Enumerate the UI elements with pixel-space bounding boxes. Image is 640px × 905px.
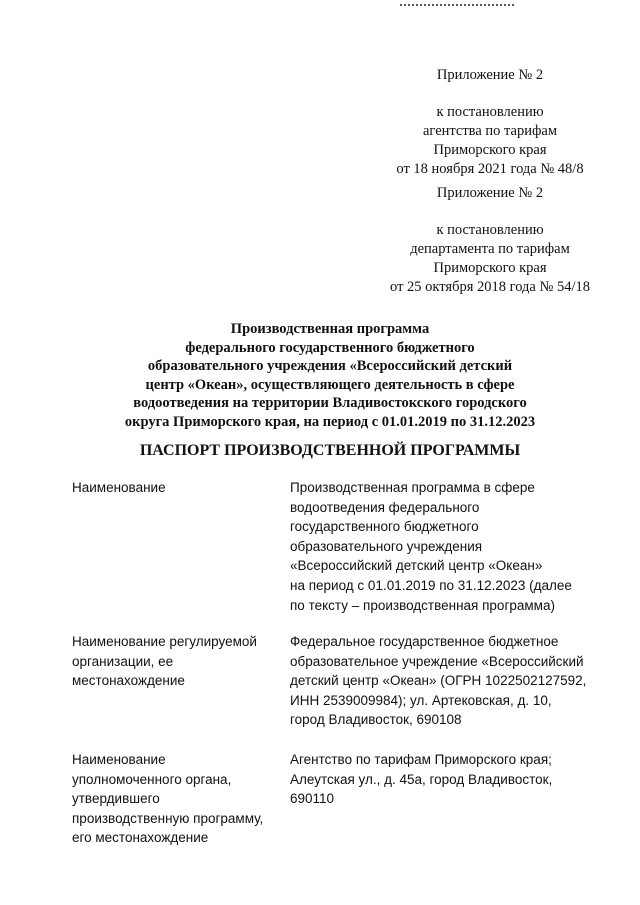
program-title-line: Производственная программа	[230, 321, 430, 337]
appendix-line: к постановлению	[436, 104, 544, 120]
row-value-line: образовательное учреждение «Всероссийский	[290, 653, 584, 669]
row-value	[290, 632, 602, 730]
row-label	[72, 632, 277, 691]
row-label-line: Наименование	[72, 752, 166, 767]
appendix-block-current	[380, 66, 600, 179]
row-value-line: Агентство по тарифам Приморского края;	[290, 752, 552, 767]
row-label-line: уполномоченного органа,	[72, 771, 232, 787]
program-title-line: водоотведения на территории Владивостокского городского	[133, 395, 527, 412]
row-value	[290, 750, 602, 809]
row-value-line: государственного бюджетного	[290, 519, 479, 535]
program-title-line: федерального государственного бюджетного	[185, 339, 475, 356]
row-value-line: на период с 01.01.2019 по 31.12.2023 (далее	[290, 577, 572, 593]
program-title-line: образовательного учреждения «Всероссийский детский	[147, 358, 513, 375]
row-label-line: утвердившего	[72, 791, 160, 807]
appendix-line: Приморского края	[433, 260, 547, 276]
appendix-line: от 25 октября 2018 года № 54/18	[390, 279, 590, 295]
appendix-title: Приложение № 2	[436, 185, 544, 201]
appendix-title: Приложение № 2	[436, 67, 544, 83]
row-label	[72, 750, 277, 848]
row-label-line: местонахождение	[72, 673, 185, 689]
row-label-line: его местонахождение	[72, 830, 209, 846]
row-value-line: образовательного учреждения	[290, 538, 483, 554]
row-label-line: производственную программу,	[72, 810, 264, 826]
row-value-line: Алеутская ул., д. 45а, город Владивосток,	[290, 771, 553, 787]
row-value-line: 690110	[290, 791, 335, 807]
program-title-line: центр «Океан», осуществляющего деятельность в сфере	[145, 376, 515, 393]
row-value-line: ИНН 2539009984); ул. Артековская, д. 10,	[290, 692, 552, 708]
program-title	[90, 320, 570, 432]
row-value-line: водоотведения федерального	[290, 499, 480, 515]
row-value-line: по тексту – производственная программа)	[290, 597, 555, 613]
row-value-line: Федеральное государственное бюджетное	[290, 634, 559, 649]
appendix-line: от 18 ноября 2021 года № 48/8	[396, 161, 584, 177]
row-value-line: город Владивосток, 690108	[290, 712, 462, 728]
appendix-line: департамента по тарифам	[410, 241, 570, 257]
row-value-line: детский центр «Океан» (ОГРН 1022502127592,	[290, 673, 587, 689]
row-value	[290, 478, 602, 615]
appendix-line: Приморского края	[433, 142, 547, 158]
appendix-block-original	[360, 184, 620, 297]
program-title-line: округа Приморского края, на период с 01.01.2019 по 31.12.2023	[124, 413, 536, 430]
appendix-line: агентства по тарифам	[423, 123, 557, 139]
passport-title: ПАСПОРТ ПРОИЗВОДСТВЕННОЙ ПРОГРАММЫ	[139, 442, 521, 459]
row-label-line: Наименование	[72, 480, 166, 495]
row-label	[72, 478, 277, 498]
row-value-line: «Всероссийский детский центр «Океан»	[290, 558, 543, 574]
row-value-line: Производственная программа в сфере	[290, 480, 535, 495]
appendix-line: к постановлению	[436, 222, 544, 238]
row-label-line: организации, ее	[72, 653, 174, 669]
scan-artifact-line	[400, 4, 515, 6]
row-label-line: Наименование регулируемой	[72, 634, 257, 649]
